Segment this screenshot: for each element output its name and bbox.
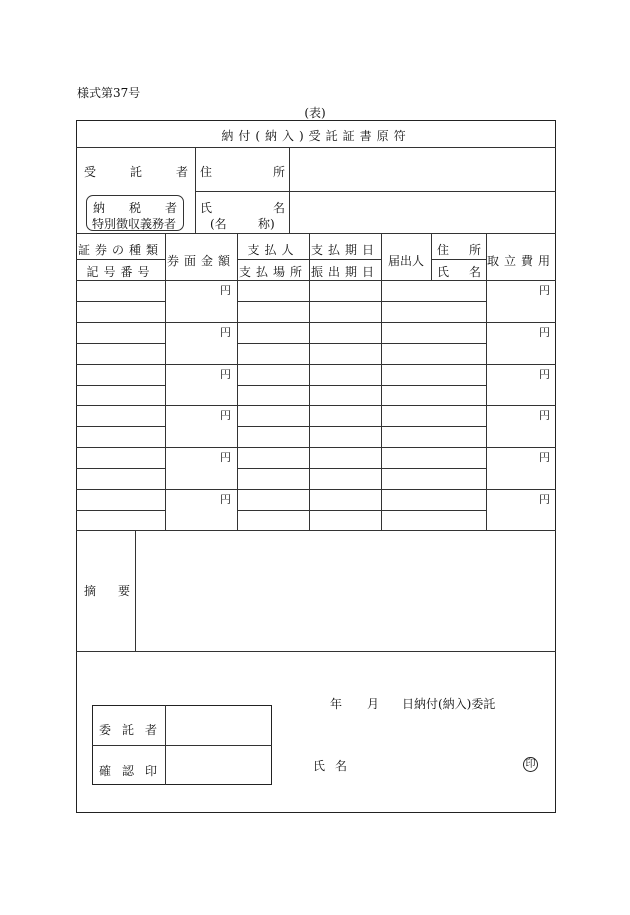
divider [76,364,556,365]
summary-label: 摘 要 [84,584,130,598]
name-label: 氏 [200,201,213,215]
divider [76,468,165,469]
yen-label: 円 [539,284,550,297]
name-label-2: 名 [273,201,286,215]
divider [431,259,486,260]
divider [237,385,486,386]
yen-label: 円 [220,493,231,506]
divider [237,301,486,302]
divider [237,343,486,344]
divider [76,233,556,234]
seal-icon: 印 [523,757,538,772]
yen-label: 円 [539,451,550,464]
divider [195,147,196,233]
yen-label: 円 [220,451,231,464]
confirm-label: 確 認 印 [99,764,157,778]
divider [76,280,556,281]
divider [237,426,486,427]
header-address: 住 所 [437,243,481,257]
entruster-field[interactable] [166,706,271,744]
divider [431,233,432,280]
yen-label: 円 [539,326,550,339]
address-label: 住 [200,165,213,179]
divider [76,510,165,511]
divider [76,343,165,344]
form-title: 納付(納入)受託証書原符 [221,129,411,143]
name-field[interactable] [290,192,555,232]
yen-label: 円 [220,368,231,381]
date-text: 日納付(納入)委託 [402,697,496,711]
entruster-label: 委 託 者 [99,723,157,737]
header-collection-cost: 取立費用 [486,254,555,268]
divider [76,447,556,448]
divider [76,322,556,323]
divider [165,233,166,530]
date-month: 月 [367,697,380,711]
divider [237,510,486,511]
yen-label: 円 [539,493,550,506]
address-field[interactable] [290,148,555,192]
yen-label: 円 [220,409,231,422]
address-label-2: 所 [273,165,286,179]
taxpayer-label: 納 税 者 [93,201,177,215]
yen-label: 円 [220,284,231,297]
divider [76,426,165,427]
divider [381,233,382,530]
client-label: 受 託 者 [84,165,188,179]
header-issue-date: 振出期日 [310,265,379,279]
header-security-type: 証券の種類 [77,243,163,257]
divider [486,233,487,530]
header-face-amount: 券面金額 [166,254,235,268]
divider [237,233,238,530]
divider [76,385,165,386]
header-pay-date: 支払期日 [310,243,379,257]
yen-label: 円 [220,326,231,339]
header-submitter: 届出人 [387,254,424,268]
yen-label: 円 [539,409,550,422]
form-number: 様式第37号 [77,86,141,100]
summary-field[interactable] [136,531,555,650]
divider [309,233,310,530]
name-sub-right: 称) [258,217,275,231]
header-name: 氏 名 [437,265,481,279]
header-symbol-number: 記号番号 [86,265,155,279]
side-label: (表) [304,106,326,120]
confirm-seal-field[interactable] [166,746,271,784]
divider [76,651,556,652]
divider [76,301,165,302]
collector-label: 特別徴収義務者 [92,217,177,231]
divider [76,405,556,406]
divider [76,259,165,260]
yen-label: 円 [539,368,550,381]
divider [76,489,556,490]
name-sub-left: (名 [210,217,227,231]
signature-name-label: 氏 名 [313,759,347,773]
divider [237,468,486,469]
header-pay-place: 支払場所 [238,265,307,279]
header-payer: 支払人 [247,243,299,257]
date-year: 年 [330,697,343,711]
